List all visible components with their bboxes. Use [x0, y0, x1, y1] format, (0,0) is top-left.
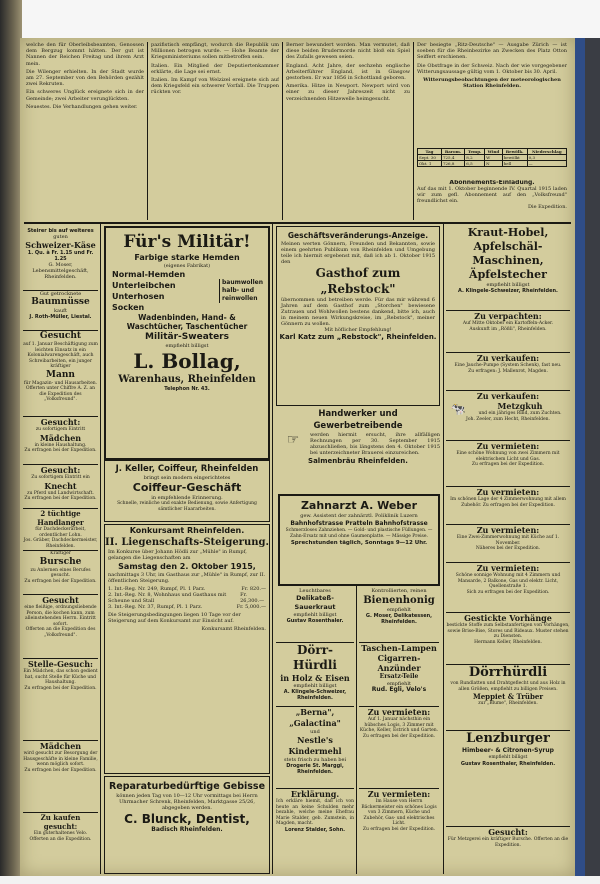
ad-vermieten-wohnung: Zu vermieten: Eine schöne Wohnung von zwei Zimmern mit elektrischem Licht und Gas. Zu erfragen bei der Expedition.: [446, 440, 570, 485]
news-column-3: Berner bewundert worden. Man vermutet, daß diese beiden Brudermorde nicht bloß ein Spiel des Zufalls gewesen seien. England. Acht Jahre, der sechzehn englische Arbeiterführer England, ist in Glasgow gestorben. Er war 1856 in Schottland geboren. Amerika. Hitze in Newport. Newport wird von einer zu dieser Jahreszeit nicht zu verzeichnenden Hitzewelle heimgesucht.: [286, 42, 410, 102]
scan-margin-bottom: [0, 876, 600, 884]
ad-handwerker: Handwerker und Gewerbetreibende ☞ werden hiermit ersucht, ihre allfälligen Rechnungen per 30. September 1915 abzuschließen, bis längstens den 4. Oktober 1915 bei unterzeichneter Brauerei einzureichen. Salmenbräu Rheinfelden.: [276, 408, 440, 490]
ad-kraut-hobel: Kraut-Hobel, Apfelschäl-Maschinen, Äpfelstecher empfiehlt billigst A. Klingele-Schweizer, Rheinfelden.: [458, 226, 558, 294]
ad-zu-vermieten-logis: Zu vermieten: Auf 1. Januar nächsthin ein hübsches Logis, 3 Zimmer mit Küche, Keller, Estrich und Garten. Zu erfragen bei der Expedition.: [359, 706, 439, 787]
weather-table: Tag Barom. Temp. Wind Bewölk. Niederschlag Sept. 30 725,4 8,2 W bewölkt 0,3 Okt. 1 726,8 6,5 N hell —: [417, 148, 567, 167]
ad-doerr-huerdli: Dörr-Hürdli in Holz & Eisen empfiehlt billigst A. Klingele-Schweizer, Rheinfelden.: [276, 642, 354, 705]
ad-coiffeur-keller: J. Keller, Coiffeur, Rheinfelden bringt sein modern eingerichtetes Coiffeur-Geschäft in empfehlende Erinnerung. Schnelle, reinliche und exakte Bedienung, sowie Anfertigung sämtlicher Haararbeiten.: [104, 460, 270, 522]
ad-vermieten-quellenstrasse: Zu vermieten: Schöne sonnige Wohnung mit 4 Zimmern und Mansarde, 2 Balkone, Gas und elektr. Licht, Quellenstraße 1. Sich zu erfragen bei der Expedition.: [446, 562, 570, 611]
ad-taschen-lampen: Taschen-Lampen Cigarren-Anzünder Ersatz-Teile empfiehlt Rud. Egli, Velo's: [359, 642, 439, 705]
ad-lenzburger: Lenzburger Himbeer- & Citronen-Syrup empfiehlt billigst Gustav Rosenthaler, Rheinfelden.: [446, 730, 570, 825]
ad-vermieten-4zimmer: Zu vermieten: Im schönen Lage der 4 Zimmerwohnung mit allem Zubehör. Zu erfragen bei der Expedition.: [446, 486, 570, 523]
ad-dentist-blunck: Reparaturbedürftige Gebisse können jeden Tag von 10—12 Uhr vormittags bei Herrn Uhrmacher Schrenk, Rheinfelden, Marktgasse 25/26, abgegeben werden. C. Blunck, Dentist, Badisch Rheinfelden.: [104, 776, 270, 874]
abonnement-notice: Abonnements-Einladung. Auf das mit 1. Oktober beginnende IV. Quartal 1915 laden wir zum gefl. Abonnement auf den „Volksfreund" freundlichst ein. Die Expedition.: [417, 180, 567, 210]
ad-schweizer-kaese: Steirer bis auf weiteres guten Schweizer-Käse 1. Qu. à Fr. 1.15 und Fr. 1.25 G. Moser, Lebensmittelgeschäft, Rheinfelden.: [25, 228, 96, 280]
ad-erklaerung: Erklärung. Ich erkläre hiemit, daß ich von heute an keine Schulden mehr bezahle, welche meine Ehefrau Marie Stalder, geb. Zumstein, in Magden, macht. Lorenz Stalder, Sohn.: [276, 788, 354, 873]
ad-verkaufen-metzgkuh: Zu verkaufen: 🐄 Metzgkuh und ein jähriges Rind, zum Zuchten. Joh. Zeeler, zum Hecht, Rheinfelden.: [446, 390, 570, 439]
table-row: Okt. 1 726,8 6,5 N hell —: [418, 161, 567, 167]
table-row: Sept. 30 725,4 8,2 W bewölkt 0,3: [418, 155, 567, 161]
ad-zu-kaufen: Zu kaufen gesucht: Ein guterhaltenes Velo. Offerten an die Expedition.: [23, 812, 98, 873]
ad-gesucht-maedchen: Gesucht: zu sofortigem Eintritt Mädchen in kleine Haushaltung. Zu erfragen bei der Expedition.: [23, 416, 98, 463]
book-binding: [575, 38, 585, 876]
news-column-4: Der besiegte „Ritz-Deutsche" — Ausgabe Zürich — ist soeben für die Rheinbezirke an Zwecken des Platz Otton Seiffert erschienen. Die Obstfrage in der Schweiz. Nach der wie vorgegebener Witterungsaussage gültig vom 1. Oktober bis 30. April. Witterungsbeobachtungen der meteorologischen Station Rheinfelden.: [417, 42, 567, 90]
ad-gestickte-vorhaenge: Gestickte Vorhänge bestickte Stoffe zum Selbstanfertigen von Vorhängen, sowie Brise-Bise, Stores und Rideaux. Muster stehen zu Diensten. Hermann Keller, Rheinfelden.: [446, 612, 570, 663]
ad-stelle-gesuch: Stelle-Gesuch: Ein Mädchen, das schon gedient hat, sucht Stelle für Küche und Haushaltung. Zu erfragen bei der Expedition.: [23, 658, 98, 739]
ad-maedchen: Mädchen wird gesucht zur Besorgung der Hausgeschäfte in kleine Familie, wenn möglich sofort. Zu erfragen bei der Expedition.: [23, 740, 98, 811]
ad-baumnuesse: Gut getrocknete Baumnüsse kauft J. Roth-Müller, Liestal.: [23, 290, 98, 329]
ad-fuers-militaer: Für's Militär! Farbige starke Hemden (eigenes Fabrikat) Normal-Hemden Unterleibchen Unterhosen Socken baumwollen halb- und reinwollen Wadenbinden, Hand- & Waschtücher, Taschentücher Militär-Sweaters empfiehlt billigst L. Bollag, Warenhaus, Rheinfelden Telephon Nr. 43.: [104, 226, 270, 460]
cow-icon: 🐄: [450, 401, 466, 416]
ad-vermieten-2zimmer: Zu vermieten: Eine Zwei-Zimmerwohnung mit Küche auf 1. November. Näheres bei der Expedition.: [446, 524, 570, 561]
ad-gesucht-mann: Gesucht auf 1. Januar Beschäftigung zum leichten Einsatz in ein Kolonialwarengeschäft, auch Schreibarbeiten, ein junger kräftiger Mann für Magazin- und Hausarbeiten. Offerten unter Chiffre A. Z. an die Expedition des „Volksfreund".: [23, 330, 98, 415]
ad-bienenhonig: Kontrollierten, reinen Bienenhonig empfiehlt G. Moser, Delikatessen, Rheinfelden.: [363, 588, 435, 625]
ad-gasthof-rebstock: Geschäftsveränderungs-Anzeige. Meinen werten Gönnern, Freunden und Bekannten, sowie einem geehrten Publikum von Rheinfelden und Umgebung teile ich hiermit ergebenst mit, daß ich ab 1. Oktober 1915 den Gasthof zum „Rebstock" übernommen und betreiben werde. Für das mir während 6 Jahren auf dem Gasthof zum „Storchen" bewiesene Zutrauen und Wohlwollen bestens dankend, bitte ich, auch in meinem neuen Wirkungskreise, im „Rebstock", meiner Gönnern zu wollen. Mit höflicher Empfehlung! Karl Katz zum „Rebstock", Rheinfelden.: [276, 226, 440, 406]
pointing-hand-icon: ☞: [286, 432, 300, 448]
ad-bursche: Kräftiger Bursche zu Anlernen eines Berufes gesucht. Zu erfragen bei der Expedition.: [23, 550, 98, 593]
ad-zu-vermieten-bäcker: Zu vermieten: Im Hause von Herrn Bäckermeister ein schönes Logis von 3 Zimmern, Küche und Zubehör, Gas- und elektrisches Licht. Zu erfragen bei der Expedition.: [359, 788, 439, 873]
ad-konkursamt: Konkursamt Rheinfelden. II. Liegenschafts-Steigerung. Im Konkurse über Johann Hödli zur „Mühle" in Rumpf, gelangen die Liegenschaften am Samstag den 2. Oktober 1915, nachmittags 3 Uhr, im Gasthaus zur „Mühle" in Rumpf, zur II. öffentlichen Steigerung. 1. Int.-Reg. Nr. 249, Rumpf, Pl. 1 Parz. Fr. 820.— 2. Int.-Reg. Nr. 8, Wohnhaus und Gasthaus mit Scheune und Stall Fr. 26,300.— 3. Int.-Reg. Nr. 37, Rumpf, Pl. 1 Parz. Fr. 5,000.— Die Steigerungsbedingungen liegen 10 Tage vor der Steigerung auf dem Konkursamt zur Einsicht auf. Konkursamt Rheinfelden.: [104, 524, 270, 774]
news-column-1: welche den für Oberleibsbeamten, Genossen dem Bergzug kommt hätten. Der gut ist Nannen der Reichen Freitag und ihrem Arzt mein. Die Wilenger erhielten. In der Stadt wurde am 27. September von den Behörden gezählt zwei Rekruten. Ein schweres Unglück ereignete sich in der Gemeinde; zwei Arbeiter verunglückten. Neuestes. Die Verhandlungen gehen weiter.: [26, 42, 144, 110]
news-column-2: pazifistisch empfängt, wodurch die Republik um Millionen betrogen wurde. — Hohe Beamte der Kriegsministeriums sollen mitbetroffen sein. Italien. Ein Mitglied der Deputiertenkammer erklärte, die Lage sei ernst. Italien. Im Kampf von Welzizel ereignete sich auf dem Kriegsfeld ein schwerer Vorfall. Die Truppen rückten vor.: [151, 42, 279, 96]
ad-gesucht-person: Gesucht eine fleißige, ordnungsliebende Person, die kochen kann, zum alleinstehenden Herrn. Eintritt sofort. Offerten an die Expedition des „Volksfreund".: [23, 594, 98, 657]
ad-gesucht-knecht: Gesucht: Zu sofortigem Eintritt ein Knecht zu Pferd und Landwirtschaft. Zu erfragen bei der Expedition.: [23, 464, 98, 507]
ad-handlanger: 2 tüchtige Handlanger für Dachdeckerarbeit, ordentlicher Lohn. Jos. Gräber, Dachdeckermeister, Rheinfelden.: [23, 509, 98, 549]
newspaper-page: [20, 38, 575, 876]
ad-doerrhuerdli: Dörrhürdli von Rundlatten und Drahtgeflecht und aus Holz in allen Größen, empfiehlt zu billigen Preisen. Meppiet & Trüber zur „Blume", Rheinfelden.: [446, 664, 570, 729]
book-spine: [0, 0, 22, 884]
ad-zu-verpachten: Zu verpachten: Auf Mitte Oktober ein Kartoffeln-Acker. Auskunft im „Rößli", Rheinfelden.: [446, 310, 570, 351]
ad-verkaufen-pumpe: Zu verkaufen: Eine Jauche-Pumpe (System Schenk), fast neu. Zu erfragen: J. Mallenrot, Magden.: [446, 352, 570, 389]
ad-gesucht-metzgerei: Gesucht: Für Metzgerei ein kräftiger Bursche. Offerten an die Expedition.: [446, 826, 570, 873]
ad-zahnarzt-weber: Zahnarzt A. Weber gew. Assistent der zahnärztl. Poliklinik Luzern Bahnhofstrasse Pratteln Bahnhofstrasse Schmerzloses Zahnziehen. — Gold- und plastische Füllungen. — Zahn-Ersatz mit und ohne Gaumenplatte. — Mässige Preise. Sprechstunden täglich, Sonntags 9—12 Uhr.: [278, 494, 440, 586]
scan-margin-top: [0, 0, 600, 38]
ad-sauerkraut: Leuchtbares Delikateß-Sauerkraut empfiehlt billigst Gustav Rosenthaler.: [286, 588, 344, 624]
ad-berna-galactina: „Berna", „Galactina" und Nestle's Kindermehl stets frisch zu haben bei Drogerie St. Marggi, Rheinfelden.: [276, 706, 354, 787]
